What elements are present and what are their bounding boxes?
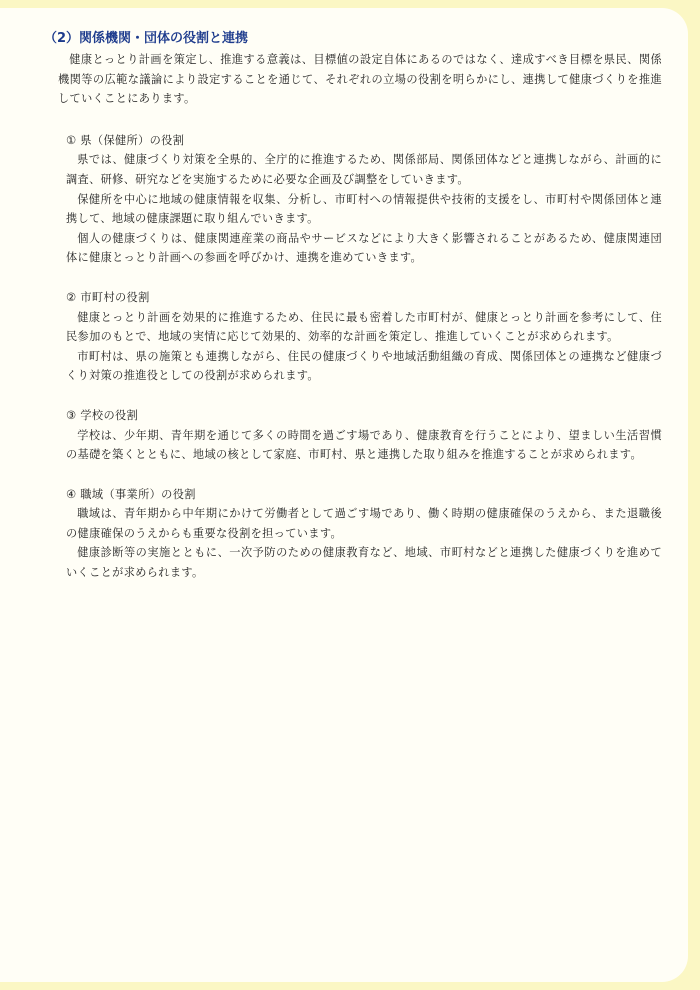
paragraph: 個人の健康づくりは、健康関連産業の商品やサービスなどにより大きく影響されることがあるため、健康関連団体に健康とっとり計画への参画を呼びかけ、連携を進めていきます。 bbox=[66, 231, 662, 265]
subsection-heading bbox=[44, 131, 672, 151]
paragraph: 保健所を中心に地域の健康情報を収集、分析し、市町村への情報提供や技術的支援をし、市町村や関係団体と連携して、地域の健康課題に取り組んでいきます。 bbox=[66, 192, 662, 226]
intro-paragraph: 健康とっとり計画を策定し、推進する意義は、目標値の設定自体にあるのではなく、達成すべき目標を県民、関係機関等の広範な議論により設定することを通じて、それぞれの立場の役割を明らかにし、連携して健康づくりを推進していくことにあります。 bbox=[58, 53, 662, 106]
section-heading: （2）関係機関・団体の役割と連携 bbox=[44, 31, 249, 46]
subsection-title: 学校の役割 bbox=[80, 408, 139, 422]
subsection-number: ④ bbox=[66, 487, 77, 501]
paragraph: 健康診断等の実施とともに、一次予防のための健康教育など、地域、市町村などと連携した健康づくりを進めていくことが求められます。 bbox=[66, 546, 662, 580]
subsection-heading bbox=[44, 288, 672, 308]
subsection-school bbox=[44, 406, 672, 465]
subsection-title: 職域（事業所）の役割 bbox=[80, 487, 196, 501]
subsection-prefecture bbox=[44, 131, 672, 268]
paragraph: 県では、健康づくり対策を全県的、全庁的に推進するため、関係部局、関係団体などと連携しながら、計画的に調査、研修、研究などを実施するために必要な企画及び調整をしていきます。 bbox=[66, 153, 662, 186]
paragraph: 職域は、青年期から中年期にかけて労働者として過ごす場であり、働く時期の健康確保のうえから、また退職後の健康確保のうえからも重要な役割を担っています。 bbox=[66, 507, 662, 540]
intro-block bbox=[44, 50, 672, 109]
subsection-number: ① bbox=[66, 133, 77, 147]
page-sheet bbox=[0, 8, 688, 982]
paragraph: 健康とっとり計画を効果的に推進するため、住民に最も密着した市町村が、健康とっとり計画を参考にして、住民参加のもとで、地域の実情に応じて効果的、効率的な計画を策定し、推進していくことが求められます。 bbox=[66, 310, 662, 344]
subsection-heading bbox=[44, 485, 672, 505]
subsection-title: 市町村の役割 bbox=[80, 290, 150, 304]
paragraph: 市町村は、県の施策とも連携しながら、住民の健康づくりや地域活動組織の育成、関係団体との連携など健康づくり対策の推進役としての役割が求められます。 bbox=[66, 349, 662, 383]
subsection-number: ③ bbox=[66, 408, 77, 422]
subsection-title: 県（保健所）の役割 bbox=[80, 133, 185, 147]
document-content bbox=[44, 30, 672, 603]
subsection-number: ② bbox=[66, 290, 77, 304]
paragraph: 学校は、少年期、青年期を通じて多くの時間を過ごす場であり、健康教育を行うことにより、望ましい生活習慣の基礎を築くとともに、地域の核として家庭、市町村、県と連携した取り組みを推進することが求められます。 bbox=[66, 428, 662, 462]
subsection-workplace bbox=[44, 485, 672, 583]
subsection-municipality bbox=[44, 288, 672, 386]
subsection-heading bbox=[44, 406, 672, 426]
